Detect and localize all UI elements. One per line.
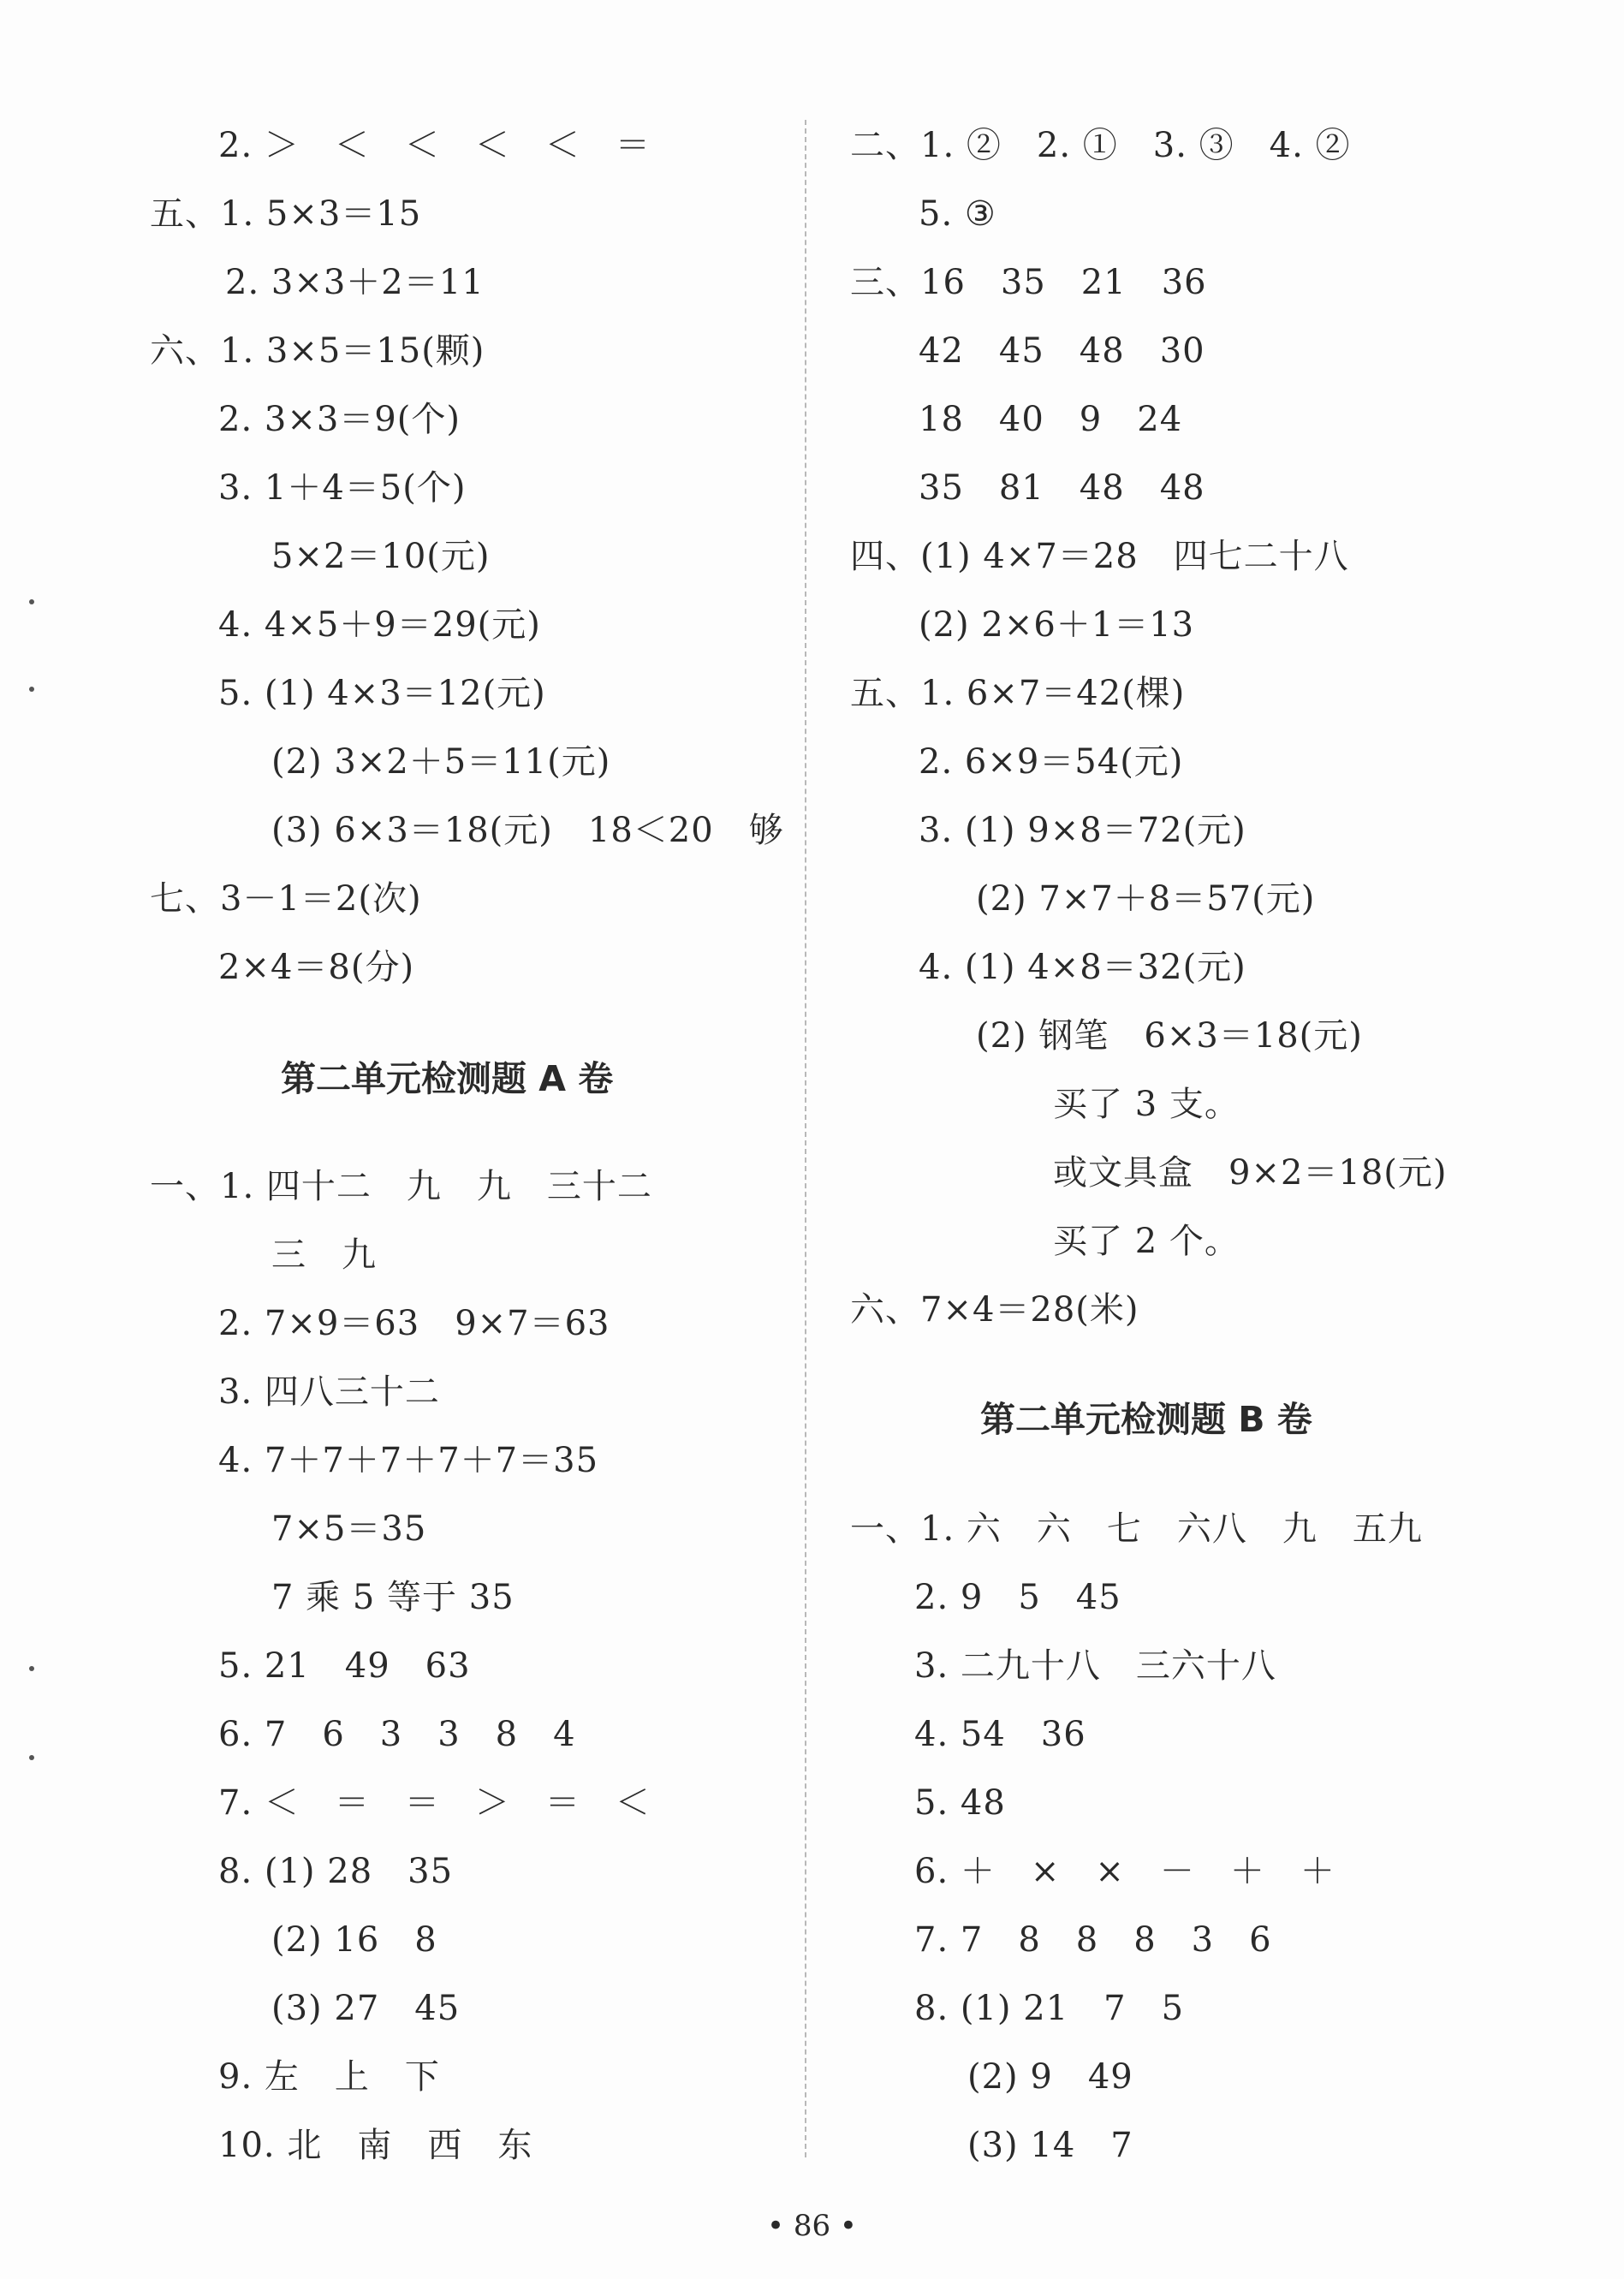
answer-line: 8. (1) 21 7 5	[914, 1989, 1185, 2028]
answer-line: 2. 6×9＝54(元)	[919, 742, 1184, 782]
answer-line: (2) 16 8	[271, 1920, 437, 1960]
answer-line: 5×2＝10(元)	[271, 537, 491, 576]
answer-line: 五、1. 5×3＝15	[150, 194, 422, 234]
answer-line: (2) 钢笔 6×3＝18(元)	[976, 1016, 1363, 1056]
answer-line: 6. 7 6 3 3 8 4	[218, 1715, 576, 1754]
answer-line: 六、7×4＝28(米)	[850, 1290, 1139, 1330]
answer-line: 三、16 35 21 36	[850, 263, 1207, 302]
answer-line: 7 乘 5 等于 35	[271, 1578, 515, 1617]
answer-line: 7. 7 8 8 8 3 6	[914, 1920, 1272, 1960]
column-divider	[805, 120, 806, 2157]
answer-line: 一、1. 六 六 七 六八 九 五九	[850, 1509, 1423, 1549]
answer-line: 4. 7＋7＋7＋7＋7＝35	[218, 1441, 599, 1480]
answer-line: (3) 6×3＝18(元) 18＜20 够	[271, 811, 784, 850]
answer-line: 三 九	[271, 1235, 377, 1275]
answer-line: 18 40 9 24	[919, 400, 1183, 439]
margin-dot	[29, 599, 34, 604]
answer-line: 9. 左 上 下	[218, 2057, 440, 2097]
answer-line: 3. (1) 9×8＝72(元)	[919, 811, 1246, 850]
answer-line: 五、1. 6×7＝42(棵)	[850, 674, 1186, 713]
answer-line: 7×5＝35	[271, 1509, 427, 1549]
margin-dot	[29, 1666, 34, 1671]
answer-line: 买了 2 个。	[1053, 1222, 1240, 1261]
margin-dot	[29, 687, 34, 692]
answer-line: 3. 二九十八 三六十八	[914, 1646, 1276, 1686]
answer-line: 四、(1) 4×7＝28 四七二十八	[850, 537, 1349, 576]
answer-line: 2×4＝8(分)	[218, 948, 415, 987]
section-heading-a: 第二单元检测题 A 卷	[281, 1058, 614, 1099]
answer-line: 5. ③	[919, 194, 996, 234]
answer-line: 七、3－1＝2(次)	[150, 879, 422, 919]
section-heading-b: 第二单元检测题 B 卷	[980, 1399, 1312, 1440]
answer-line: 或文具盒 9×2＝18(元)	[1053, 1153, 1448, 1193]
answer-line: 3. 四八三十二	[218, 1372, 440, 1412]
answer-line: 10. 北 南 西 东	[218, 2126, 533, 2165]
answer-line: 5. 48	[914, 1783, 1006, 1823]
answer-line: 2. ＞ ＜ ＜ ＜ ＜ ＝	[218, 126, 651, 165]
answer-line: 6. ＋ × × － ＋ ＋	[914, 1852, 1335, 1891]
answer-line: 5. (1) 4×3＝12(元)	[218, 674, 546, 713]
answer-line: (2) 7×7＋8＝57(元)	[976, 879, 1316, 919]
answer-line: 3. 1＋4＝5(个)	[218, 468, 467, 508]
answer-line: 8. (1) 28 35	[218, 1852, 454, 1891]
answer-line: 4. 4×5＋9＝29(元)	[218, 605, 541, 645]
answer-line: (3) 27 45	[271, 1989, 461, 2028]
answer-line: 2. 3×3＋2＝11	[225, 263, 485, 302]
answer-line: (2) 9 49	[967, 2057, 1133, 2097]
margin-dot	[29, 1755, 34, 1760]
answer-line: 2. 9 5 45	[914, 1578, 1121, 1617]
answer-line: 42 45 48 30	[919, 331, 1205, 371]
answer-line: 2. 3×3＝9(个)	[218, 400, 461, 439]
answer-line: 六、1. 3×5＝15(颗)	[150, 331, 485, 371]
answer-line: 35 81 48 48	[919, 468, 1205, 508]
answer-line: 7. ＜ ＝ ＝ ＞ ＝ ＜	[218, 1783, 651, 1823]
answer-line: (3) 14 7	[967, 2126, 1133, 2165]
answer-line: 5. 21 49 63	[218, 1646, 471, 1686]
answer-line: 4. (1) 4×8＝32(元)	[919, 948, 1246, 987]
answer-line: (2) 3×2＋5＝11(元)	[271, 742, 611, 782]
page-number: • 86 •	[767, 2209, 857, 2243]
answer-line: 一、1. 四十二 九 九 三十二	[150, 1167, 652, 1206]
answer-line: 4. 54 36	[914, 1715, 1086, 1754]
answer-line: (2) 2×6＋1＝13	[919, 605, 1195, 645]
answer-line: 2. 7×9＝63 9×7＝63	[218, 1304, 610, 1343]
answer-line: 二、1. ② 2. ① 3. ③ 4. ②	[850, 126, 1351, 165]
answer-line: 买了 3 支。	[1053, 1085, 1240, 1124]
